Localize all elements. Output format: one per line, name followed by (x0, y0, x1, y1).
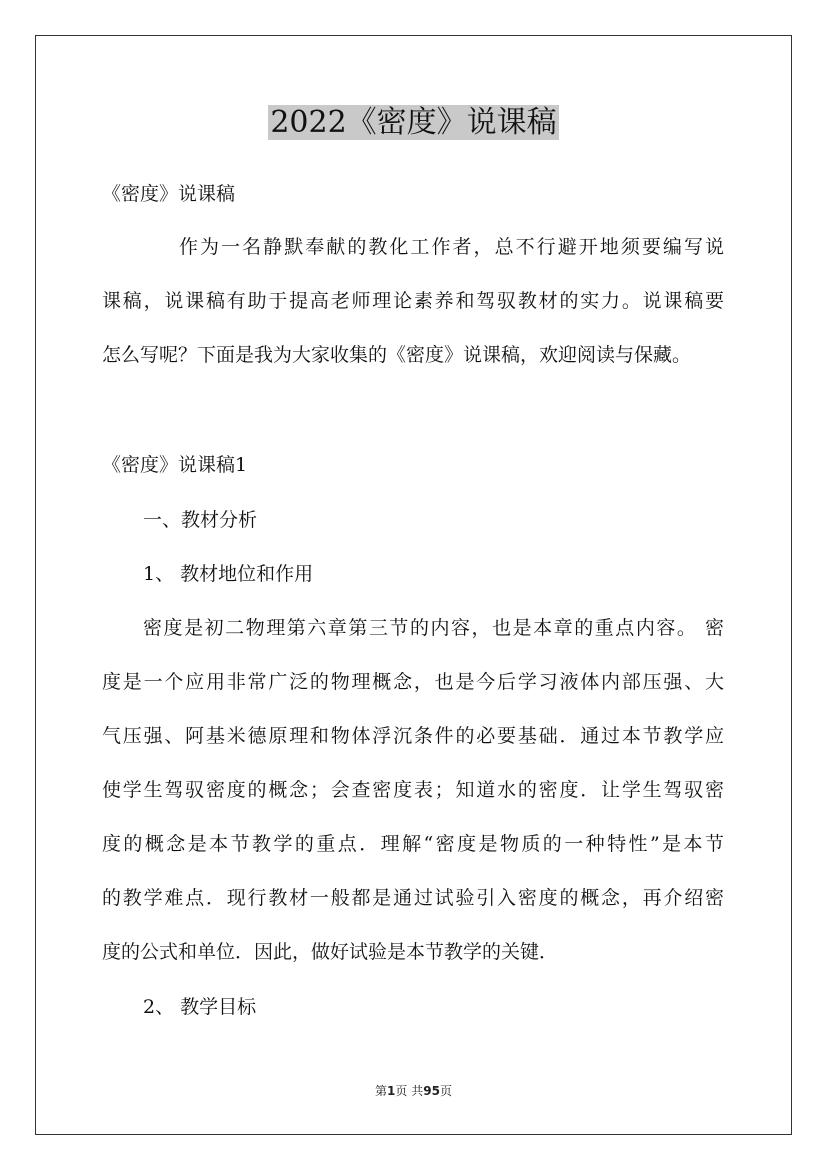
paragraph-line: 的教学难点．现行教材一般都是通过试验引入密度的概念，再介绍密 (102, 887, 724, 909)
paragraph-line: 度是一个应用非常广泛的物理概念，也是今后学习液体内部压强、大 (102, 671, 724, 693)
page-footer (0, 1083, 827, 1099)
paragraph-line: 度的公式和单位．因此，做好试验是本节教学的关键． (102, 941, 559, 963)
footer-suffix: 页 (439, 1084, 452, 1098)
paragraph-line: 作为一名静默奉献的教化工作者，总不行避开地须要编写说 (179, 236, 724, 258)
document-title-text: 2022《密度》说课稿 (270, 105, 557, 140)
paragraph-line: 使学生驾驭密度的概念；会查密度表；知道水的密度．让学生驾驭密 (102, 779, 724, 801)
subtitle-line: 《密度》说课稿 (102, 183, 236, 205)
footer-total-pages: 95 (423, 1084, 440, 1098)
paragraph-line: 课稿，说课稿有助于提高老师理论素养和驾驭教材的实力。说课稿要 (102, 290, 724, 312)
footer-prefix: 第 (375, 1084, 388, 1098)
subsection-heading: 2、 教学目标 (143, 996, 257, 1018)
document-title (0, 104, 827, 142)
footer-mid: 页 共 (395, 1084, 424, 1098)
paragraph-line: 怎么写呢？下面是我为大家收集的《密度》说课稿，欢迎阅读与保藏。 (102, 344, 692, 366)
paragraph-line: 度的概念是本节教学的重点．理解“密度是物质的一种特性”是本节 (102, 833, 724, 855)
subsection-heading: 1、 教材地位和作用 (143, 563, 314, 585)
paragraph-line: 密度是初二物理第六章第三节的内容，也是本章的重点内容。 密 (143, 617, 724, 639)
paragraph-line: 气压强、阿基米德原理和物体浮沉条件的必要基础．通过本节教学应 (102, 725, 724, 747)
section-heading: 一、教材分析 (143, 509, 258, 531)
section-heading: 《密度》说课稿1 (102, 454, 248, 476)
footer-page-number: 1 (387, 1084, 396, 1098)
